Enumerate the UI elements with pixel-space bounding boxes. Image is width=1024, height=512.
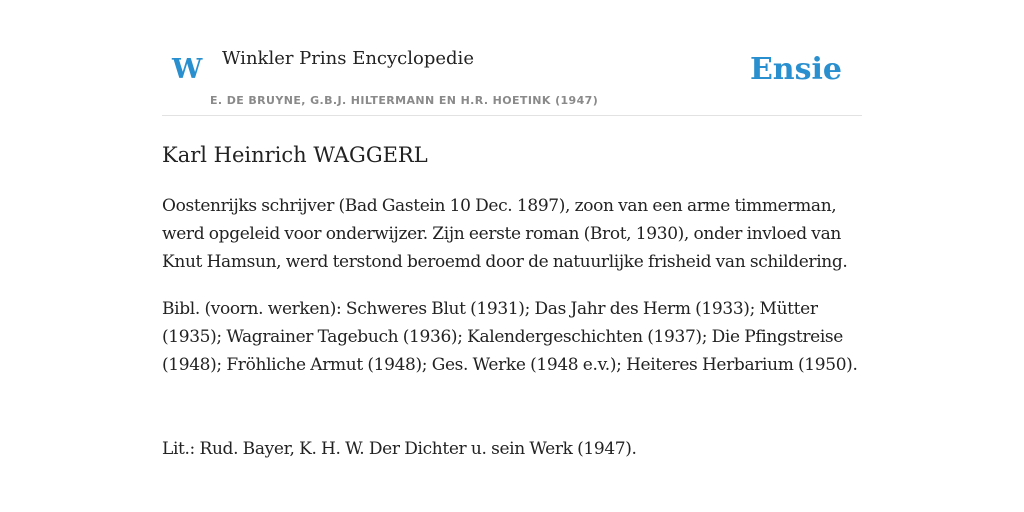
ensie-logo-link[interactable]: Ensie — [749, 52, 842, 87]
encyclopedia-page — [162, 0, 862, 512]
winkler-prins-logo[interactable]: W — [172, 54, 203, 85]
entry-paragraph-literature: Lit.: Rud. Bayer, K. H. W. Der Dichter u. sein Werk (1947). — [162, 439, 637, 459]
page-header — [162, 0, 862, 116]
publication-title[interactable]: Winkler Prins Encyclopedie — [222, 48, 474, 69]
publication-authors: E. DE BRUYNE, G.B.J. HILTERMANN EN H.R. HOETINK (1947) — [210, 94, 599, 107]
entry-title: Karl Heinrich WAGGERL — [162, 143, 428, 167]
entry-paragraph-bibliography: Bibl. (voorn. werken): Schweres Blut (1931); Das Jahr des Herm (1933); Mütter (1935); Wagrainer Tagebuch (1936); Kalendergeschichten (1937); Die Pfingstreise (1948); Fröhliche Armut (1948); Ges. Werke (1948 e.v.); Heiteres Herbarium (1950). — [162, 299, 858, 375]
entry-paragraph-description: Oostenrijks schrijver (Bad Gastein 10 Dec. 1897), zoon van een arme timmerman, werd opgeleid voor onderwijzer. Zijn eerste roman (Brot, 1930), onder invloed van Knut Hamsun, werd terstond beroemd door de natuurlijke frisheid van schildering. — [162, 196, 848, 272]
